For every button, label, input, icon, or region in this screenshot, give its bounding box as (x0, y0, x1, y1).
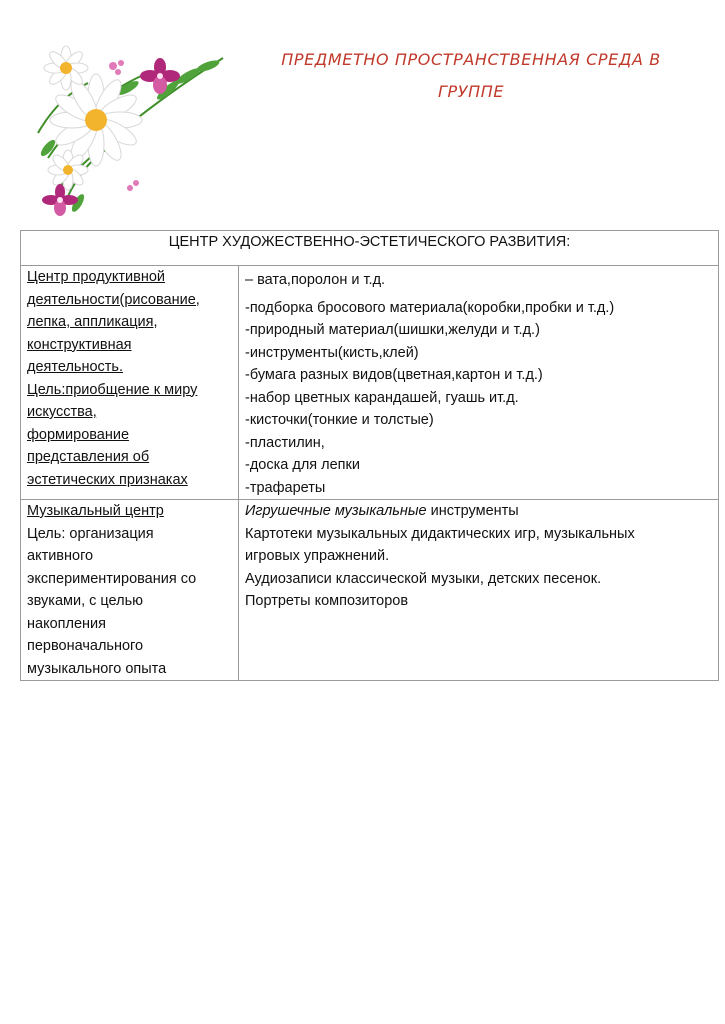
list-item: -пластилин, (245, 434, 325, 451)
cell-line: представления об (27, 449, 150, 465)
table-row (21, 266, 719, 500)
cell-line: накопления (27, 615, 106, 632)
music-center-cell (21, 500, 239, 681)
cell-line: музыкального опыта (27, 660, 167, 677)
cell-line: активного (27, 548, 94, 564)
list-item: -кисточки(тонкие и толстые) (245, 412, 434, 428)
cell-line: эстетических признаках (27, 471, 188, 488)
table-row (21, 500, 719, 681)
cell-line: звуками, с целью (27, 593, 144, 609)
list-item: -подборка бросового материала(коробки,пробки и т.д.) (245, 299, 615, 316)
list-item: -инструменты(кисть,клей) (245, 344, 419, 361)
list-item: Портреты композиторов (245, 593, 409, 609)
cell-line: экспериментирования со (27, 570, 197, 587)
list-item: Картотеки музыкальных дидактических игр, музыкальных (245, 525, 635, 542)
list-item (245, 500, 712, 523)
list-item: -набор цветных карандашей, гуашь ит.д. (245, 389, 519, 406)
cell-line: деятельность. (27, 359, 123, 375)
cell-line: формирование (27, 426, 130, 443)
plain-text: инструменты (426, 503, 519, 519)
list-item: – вата,поролон и т.д. (245, 272, 386, 288)
list-item: Аудиозаписи классической музыки, детских песенок. (245, 570, 602, 587)
italic-text: Игрушечные музыкальные (245, 503, 427, 519)
productive-center-cell (21, 266, 239, 500)
list-item: -доска для лепки (245, 457, 360, 473)
cell-line: искусства, (27, 404, 97, 420)
cell-line: первоначального (27, 638, 144, 654)
flower-bouquet-icon (18, 38, 248, 223)
table-heading: ЦЕНТР ХУДОЖЕСТВЕННО-ЭСТЕТИЧЕСКОГО РАЗВИТИЯ: (21, 231, 719, 266)
list-item: игровых упражнений. (245, 548, 390, 564)
list-item: -трафареты (245, 479, 326, 496)
cell-line: Цель:приобщение к миру (27, 381, 198, 398)
title-line-1: ПРЕДМЕТНО ПРОСТРАНСТВЕННАЯ СРЕДА В (281, 50, 661, 69)
art-center-table (20, 230, 719, 681)
cell-line: конструктивная (27, 336, 132, 353)
title-line-2: ГРУППЕ (437, 82, 505, 101)
cell-line: Цель: организация (27, 525, 154, 542)
cell-line: лепка, аппликация, (27, 314, 158, 330)
cell-line: Центр продуктивной (27, 269, 166, 285)
page-title (246, 44, 696, 108)
list-item: -природный материал(шишки,желуди и т.д.) (245, 322, 540, 338)
music-center-title: Музыкальный центр (27, 503, 164, 519)
list-item: -бумага разных видов(цветная,картон и т.д.) (245, 367, 543, 383)
productive-materials-cell (239, 266, 719, 500)
cell-line: деятельности(рисование, (27, 291, 200, 308)
music-materials-cell (239, 500, 719, 681)
